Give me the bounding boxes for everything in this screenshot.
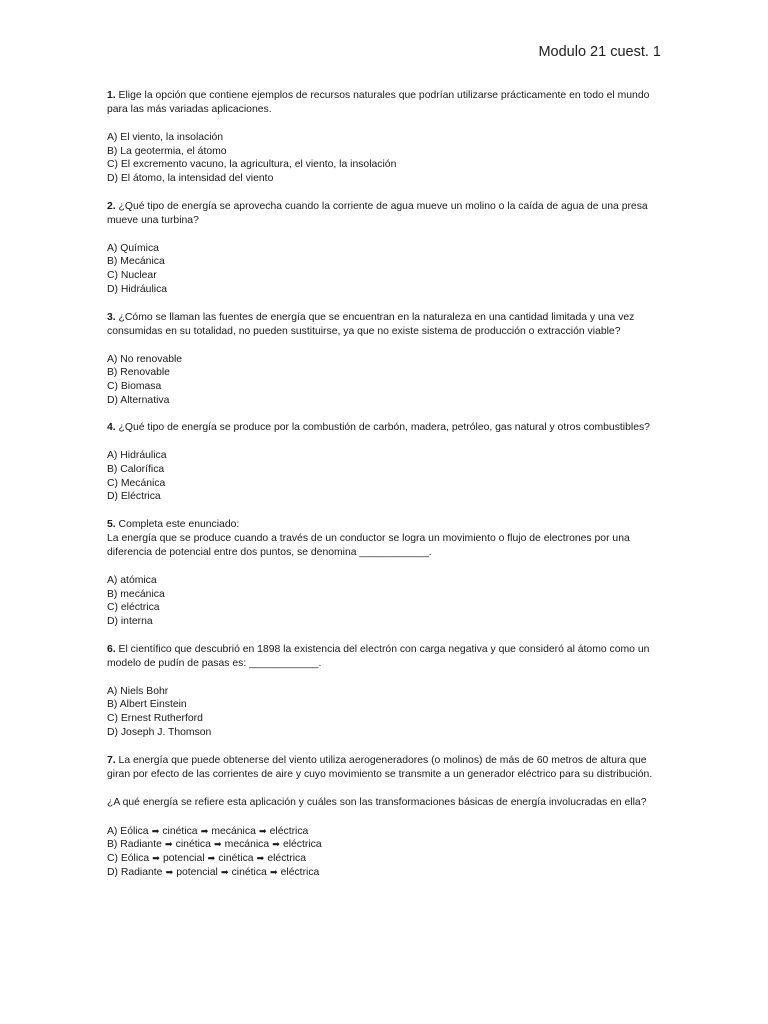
option: D) Hidráulica [107, 283, 168, 295]
option: A) Química [107, 242, 159, 254]
right-arrow-icon: ➡ [151, 825, 160, 836]
option-chain [107, 865, 663, 879]
right-arrow-icon: ➡ [207, 852, 216, 863]
option: C) Mecánica [107, 477, 166, 489]
option: B) Mecánica [107, 256, 165, 268]
chain-step: eléctrica [267, 852, 307, 864]
question-7 [107, 754, 663, 879]
right-arrow-icon: ➡ [165, 866, 174, 877]
question-1 [107, 89, 663, 186]
chain-step: B) Radiante [107, 839, 162, 851]
chain-step: cinética [175, 839, 211, 851]
option: A) No renovable [107, 353, 183, 365]
question-body: ¿Qué tipo de energía se aprovecha cuando la corriente de agua mueve un molino o la caída de agua de una presa mueve una turbina? [107, 200, 648, 226]
chain-step: D) Radiante [107, 866, 163, 878]
option-list [107, 353, 663, 408]
question-text [107, 311, 663, 339]
option-chain [107, 837, 663, 851]
option: B) La geotermia, el átomo [107, 145, 227, 157]
option: D) interna [107, 616, 153, 628]
chain-step: potencial [176, 866, 218, 878]
chain-step: eléctrica [280, 866, 320, 878]
right-arrow-icon: ➡ [269, 866, 278, 877]
question-text [107, 421, 663, 435]
question-3 [107, 311, 663, 408]
right-arrow-icon: ➡ [214, 839, 222, 850]
question-text [107, 200, 663, 228]
question-text [107, 643, 663, 671]
question-text [107, 754, 663, 782]
option-chain [107, 824, 663, 838]
question-number: 4. [107, 422, 116, 434]
chain-step: C) Eólica [107, 852, 150, 864]
option: C) Biomasa [107, 380, 162, 392]
right-arrow-icon: ➡ [152, 852, 160, 863]
option-list [107, 131, 663, 186]
option: C) Ernest Rutherford [107, 713, 203, 725]
question-body: ¿Cómo se llaman las fuentes de energía que se encuentran en la naturaleza en una cantidad limitada y una vez consumidas en su totalidad, no pueden sustituirse, ya que no existe sistema de producción o extracción viable? [107, 311, 635, 337]
question-body: Completa este enunciado: [115, 519, 240, 530]
chain-step: cinética [162, 825, 198, 837]
question-2 [107, 200, 663, 297]
question-subprompt: ¿A qué energía se refiere esta aplicación y cuáles son las transformaciones básicas de energía involucradas en ella? [107, 796, 647, 808]
option-chain [107, 851, 663, 865]
question-body: El científico que descubrió en 1898 la existencia del electrón con carga negativa y que consideró al átomo como un modelo de pudín de pasas es: ____________. [107, 643, 650, 669]
chain-step: cinética [218, 852, 254, 864]
questionnaire [107, 89, 663, 892]
right-arrow-icon: ➡ [256, 852, 265, 863]
option: B) Calorífica [107, 463, 165, 475]
chain-step: eléctrica [269, 825, 309, 837]
question-number: 2. [107, 200, 116, 212]
question-text [107, 89, 663, 117]
page-header-title: Modulo 21 cuest. 1 [538, 44, 661, 60]
option: C) eléctrica [107, 602, 160, 614]
chain-step: cinética [231, 866, 267, 878]
option-list [107, 449, 663, 504]
chain-step: A) Eólica [107, 825, 149, 837]
right-arrow-icon: ➡ [272, 839, 280, 850]
question-body: La energía que puede obtenerse del viento utiliza aerogeneradores (o molinos) de más de 60 metros de altura que giran por efecto de las corrientes de aire y cuyo movimiento se transmite a un generador eléctrico para su distribución. [107, 754, 653, 780]
option: A) Hidráulica [107, 450, 167, 462]
option: C) El excremento vacuno, la agricultura, el viento, la insolación [107, 159, 397, 171]
question-text [107, 518, 663, 532]
option-list [107, 824, 663, 879]
option: A) Niels Bohr [107, 685, 169, 697]
option: D) Alternativa [107, 394, 170, 406]
question-6 [107, 643, 663, 740]
option-list [107, 242, 663, 297]
question-body: Elige la opción que contiene ejemplos de recursos naturales que podrían utilizarse prácticamente en todo el mundo para las más variadas aplicaciones. [107, 90, 650, 115]
question-statement: La energía que se produce cuando a través de un conductor se logra un movimiento o flujo de electrones por una diferencia de potencial entre dos puntos, se denomina ____________. [107, 533, 630, 558]
question-number: 6. [107, 643, 116, 655]
right-arrow-icon: ➡ [164, 839, 173, 850]
chain-step: mecánica [224, 839, 270, 851]
chain-step: eléctrica [282, 839, 322, 851]
option: A) El viento, la insolación [107, 132, 224, 143]
question-4 [107, 421, 663, 504]
option: B) Renovable [107, 367, 170, 379]
option-list [107, 685, 663, 740]
option: D) Joseph J. Thomson [107, 726, 212, 738]
option: A) atómica [107, 575, 157, 586]
option: B) Albert Einstein [107, 699, 187, 711]
right-arrow-icon: ➡ [258, 825, 267, 836]
question-body: ¿Qué tipo de energía se produce por la combustión de carbón, madera, petróleo, gas natural y otros combustibles? [115, 422, 650, 434]
right-arrow-icon: ➡ [200, 825, 209, 836]
question-number: 3. [107, 311, 116, 323]
option: B) mecánica [107, 588, 165, 600]
question-number: 1. [107, 90, 116, 101]
question-5 [107, 518, 663, 629]
option: D) El átomo, la intensidad del viento [107, 173, 274, 185]
right-arrow-icon: ➡ [220, 866, 229, 877]
option: C) Nuclear [107, 270, 157, 282]
option-list [107, 574, 663, 629]
chain-step: mecánica [211, 825, 256, 837]
question-number: 7. [107, 754, 116, 766]
option: D) Eléctrica [107, 491, 161, 503]
question-number: 5. [107, 519, 116, 530]
chain-step: potencial [162, 852, 205, 864]
